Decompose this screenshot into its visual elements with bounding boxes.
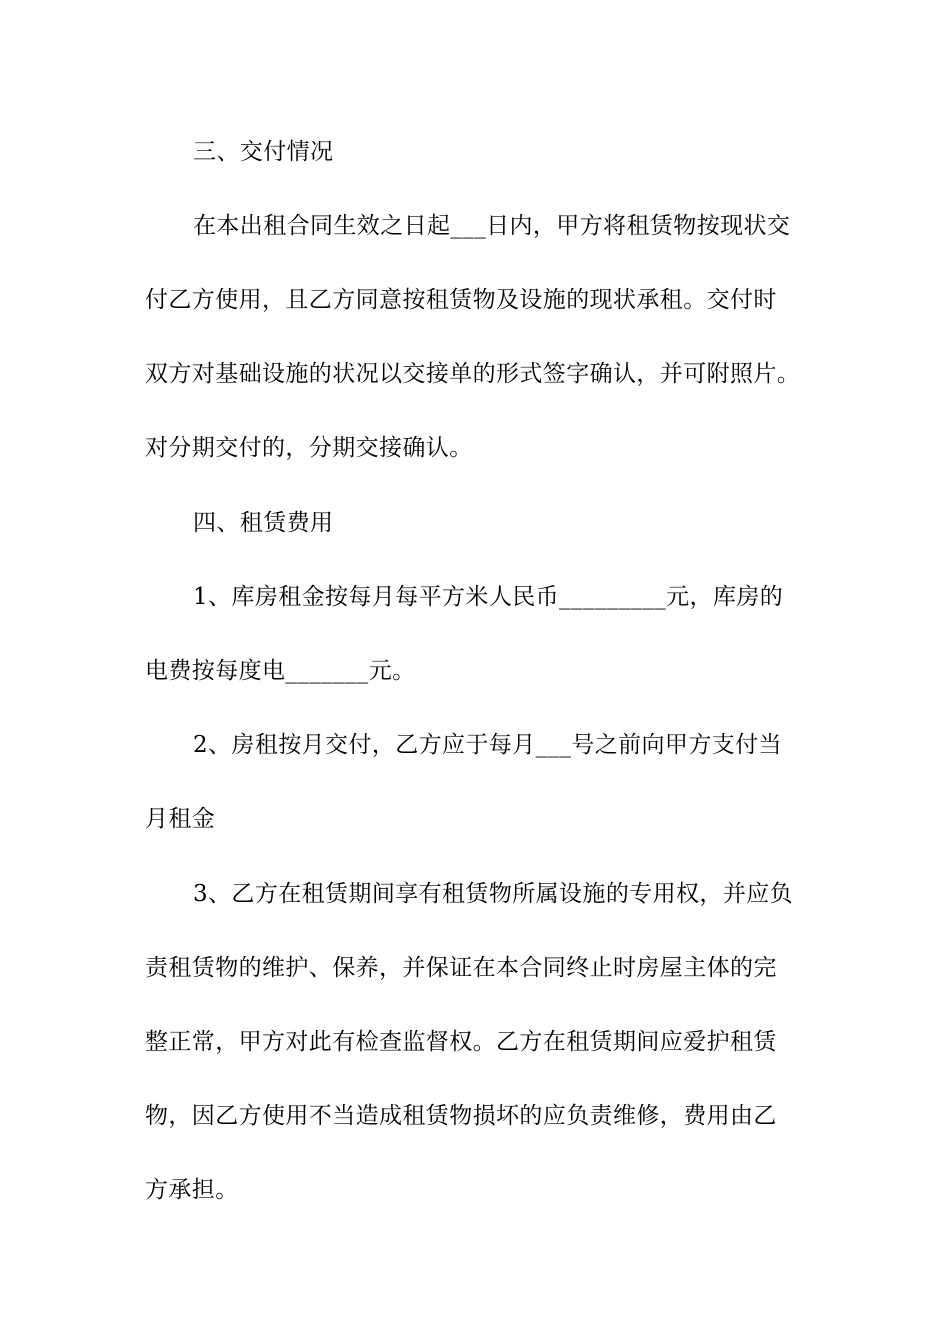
paragraph-line: 物，因乙方使用不当造成租赁物损坏的应负责维修，费用由乙	[145, 1103, 777, 1129]
section-heading-rental-fees: 四、租赁费用	[193, 510, 334, 536]
paragraph-line: 3、乙方在租赁期间享有租赁物所属设施的专用权，并应负	[193, 881, 794, 907]
paragraph-line: 月租金	[145, 806, 216, 832]
paragraph-line: 电费按每度电_______元。	[145, 658, 416, 684]
paragraph-line: 对分期交付的，分期交接确认。	[145, 435, 473, 461]
paragraph-line: 在本出租合同生效之日起___日内，甲方将租赁物按现状交	[193, 213, 791, 239]
paragraph-line: 付乙方使用，且乙方同意按租赁物及设施的现状承租。交付时	[145, 287, 777, 313]
paragraph-line: 2、房租按月交付，乙方应于每月___号之前向甲方支付当	[193, 732, 782, 758]
section-heading-delivery: 三、交付情况	[193, 139, 334, 165]
paragraph-line: 方承担。	[145, 1177, 239, 1203]
paragraph-line: 整正常，甲方对此有检查监督权。乙方在租赁期间应爱护租赁	[145, 1029, 777, 1055]
paragraph-line: 责租赁物的维护、保养，并保证在本合同终止时房屋主体的完	[145, 955, 777, 981]
paragraph-line: 双方对基础设施的状况以交接单的形式签字确认，并可附照片。	[145, 361, 801, 387]
paragraph-line: 1、库房租金按每月每平方米人民币_________元，库房的	[193, 584, 784, 610]
